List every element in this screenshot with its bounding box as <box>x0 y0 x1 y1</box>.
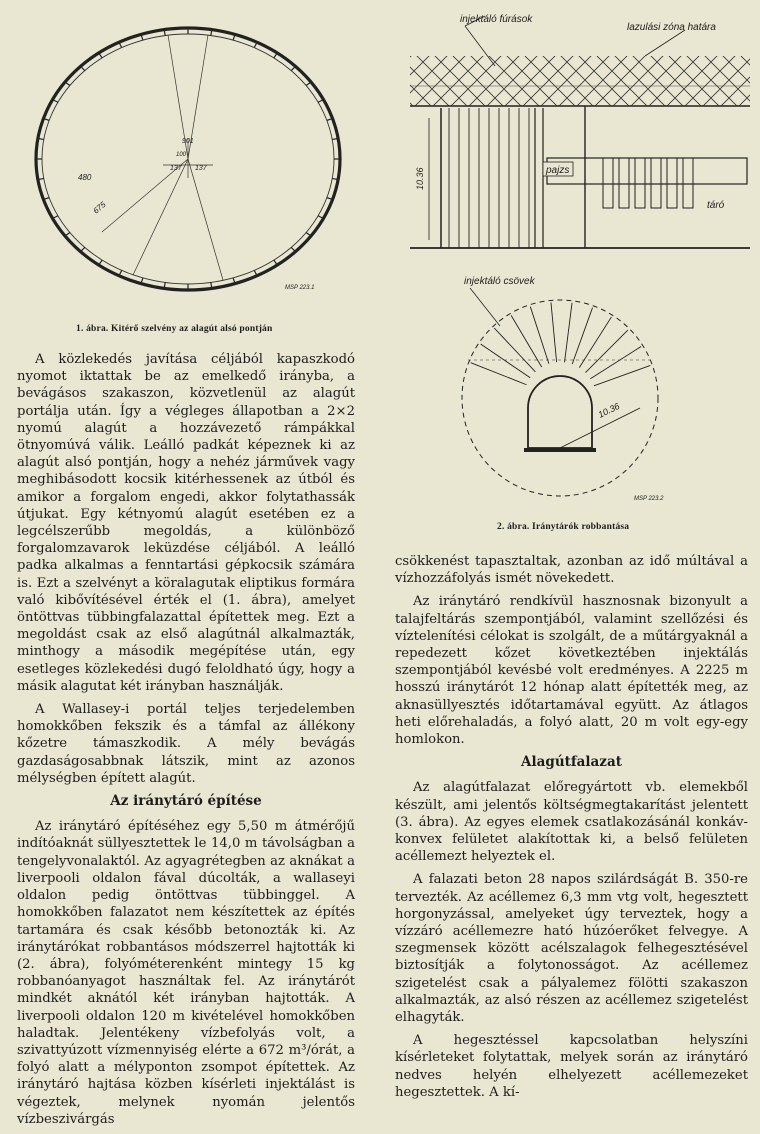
fig1-label-top: 901 <box>182 138 194 145</box>
right-column <box>395 553 748 1107</box>
fig2-label-injektalo-furasok: injektáló fúrások <box>460 14 533 25</box>
figure-1-caption: 1. ábra. Kitérő szelvény az alagút alsó pontján <box>76 324 273 334</box>
right-paragraph-4: A falazati beton 28 napos szilárdságát B. 350-re tervezték. Az acéllemez 6,3 mm vtg volt, hegesztett horgonyzással, amelyeket úgy terveztek, hogy a vízzáró acéllemezre ható húzóerőket felvegye. A szegmensek között acélszalagok felhegesztésével biztosítják a folytonosságot. Az acéllemez szigetelést csak a pályalemez fölötti szakaszon alkalmazták, az alsó részen az acéllemez szigetelést elhagyták. <box>395 872 748 1026</box>
fig1-label-mid-left: 137 <box>170 165 182 172</box>
fig2-stamp: MSP 223.2 <box>634 496 664 502</box>
fig2-label-lazulasi-zona: lazulási zóna határa <box>627 22 716 33</box>
figure-2-cross-section <box>440 268 680 508</box>
fig1-stamp: MSP 223.1 <box>285 285 315 291</box>
figure-2-top-drawing <box>405 8 755 260</box>
right-paragraph-2: Az iránytáró rendkívül hasznosnak bizonyult a talajfeltárás szempontjából, valamint szellőzési és víztelenítési célokat is szolgált, de a műtárgyaknál a repedezett kőzet következtében injektálás szempontjából kevésbé volt eredményes. A 2225 m hosszú iránytárót 12 hónap alatt építették meg, az aknasüllyesztés időtartamával együtt. Az átlagos heti előrehaladás, a folyó alatt, 20 m volt egy-egy homlokon. <box>395 594 748 748</box>
fig1-label-center-small: 100 <box>176 152 187 158</box>
fig1-label-mid-right: 137 <box>195 165 207 172</box>
fig2-label-pajzs: pajzs <box>546 165 570 176</box>
left-column <box>17 351 355 1134</box>
section-heading-iranytaro: Az iránytáró építése <box>110 793 262 810</box>
figure-1-drawing <box>28 18 348 318</box>
right-paragraph-5: A hegesztéssel kapcsolatban helyszíni kísérleteket folytattak, melyek során az iránytáró nedves helyén elhelyezett acéllemezeket hegesztettek. A kí- <box>395 1033 748 1100</box>
fig2-label-height: 10.36 <box>415 167 425 190</box>
fig1-label-radius: 675 <box>91 200 108 216</box>
figure-2-longitudinal-section <box>405 8 755 260</box>
fig2-label-injektalo-csovek: injektáló csövek <box>464 276 535 287</box>
fig1-label-left-dim: 480 <box>78 173 92 182</box>
right-paragraph-3: Az alagútfalazat előregyártott vb. elemekből készült, ami jelentős költségmegtakarítást jelentett (3. ábra). Az egyes elemek csatlakozásánál konkáv-konvex felületet alakítottak ki, a belső felületen acéllemezt helyeztek el. <box>395 780 748 865</box>
fig2-label-diameter: 10.36 <box>596 400 622 420</box>
right-paragraph-1: csökkenést tapasztaltak, azonban az idő múltával a vízhozzáfolyás ismét növekedett. <box>395 554 748 587</box>
figure-2-caption: 2. ábra. Iránytárók robbantása <box>497 522 630 532</box>
figure-1-tunnel-cross-section <box>28 18 348 318</box>
left-paragraph-2: A Wallasey-i portál teljes terjedelemben homokkőben fekszik és a támfal az állékony kőzetre támaszkodik. A mély bevágás gazdaságosabbnak látszik, mint az azonos mélységben épített alagút. <box>17 702 355 786</box>
left-paragraph-1: A közlekedés javítása céljából kapaszkodó nyomot iktattak be az emelkedő irányba, a bevágásos szakaszon, közvetlenül az alagút portálja után. Így a végleges állapotban a 2×2 nyomú alagút a hozzávezető rámpákkal ötnyomúvá válik. Leálló padkát képeznek ki az alagút alsó pontján, hogy a nehéz járművek vagy meghibásodott kocsik kitérhessenek az útból és amikor a forgalom engedi, akkor folytathassák útjukat. Egy kétnyomú alagút esetében ez a legcélszerűbb megoldás, a különböző forgalomzavarok leküzdése céljából. A leálló padka alkalmas a fenntartási gépkocsik számára is. Ezt a szelvényt a köralagutak eliptikus formára való kibővítésével érték el (1. ábra), amelyet öntöttvas tübbingfalazattal építettek meg. Ezt a megoldást csak az első alagútnál alkalmazták, minthogy a második megépítése után, egy esetleges közlekedési dugó feloldható úgy, hogy a másik alagutat két irányban használják. <box>17 352 355 694</box>
section-heading-alagutfalazat: Alagútfalazat <box>521 754 622 771</box>
fig2-label-taro: táró <box>707 200 725 211</box>
figure-2-bottom-drawing <box>440 268 680 508</box>
left-paragraph-3: Az iránytáró építéséhez egy 5,50 m átmérőjű indítóaknát süllyesztettek le 14,0 m távolságban a tengelyvonalaktól. Az agyagrétegben az aknákat a liverpooli oldalon fával dúcolták, a wallaseyi oldalon pedig öntöttvas tübbinggel. A homokkőben falazatot nem készítettek az építés tartamára és csak később betonozták ki. Az iránytárókat robbantásos módszerrel hajtották ki (2. ábra), folyóméterenként mintegy 15 kg robbanóanyagot használtak fel. Az iránytárót mindkét aknától két irányban hajtották. A liverpooli oldalon 120 m kivételével homokkőben haladtak. Jelentékeny vízbefolyás volt, a szivattyúzott vízmennyiség elérte a 672 m³/órát, a folyó alatt a mélyponton zsompot építettek. Az iránytáró hajtása közben kísérleti injektálást is végeztek, melynek nyomán jelentős vízbeszivárgás <box>17 819 355 1127</box>
